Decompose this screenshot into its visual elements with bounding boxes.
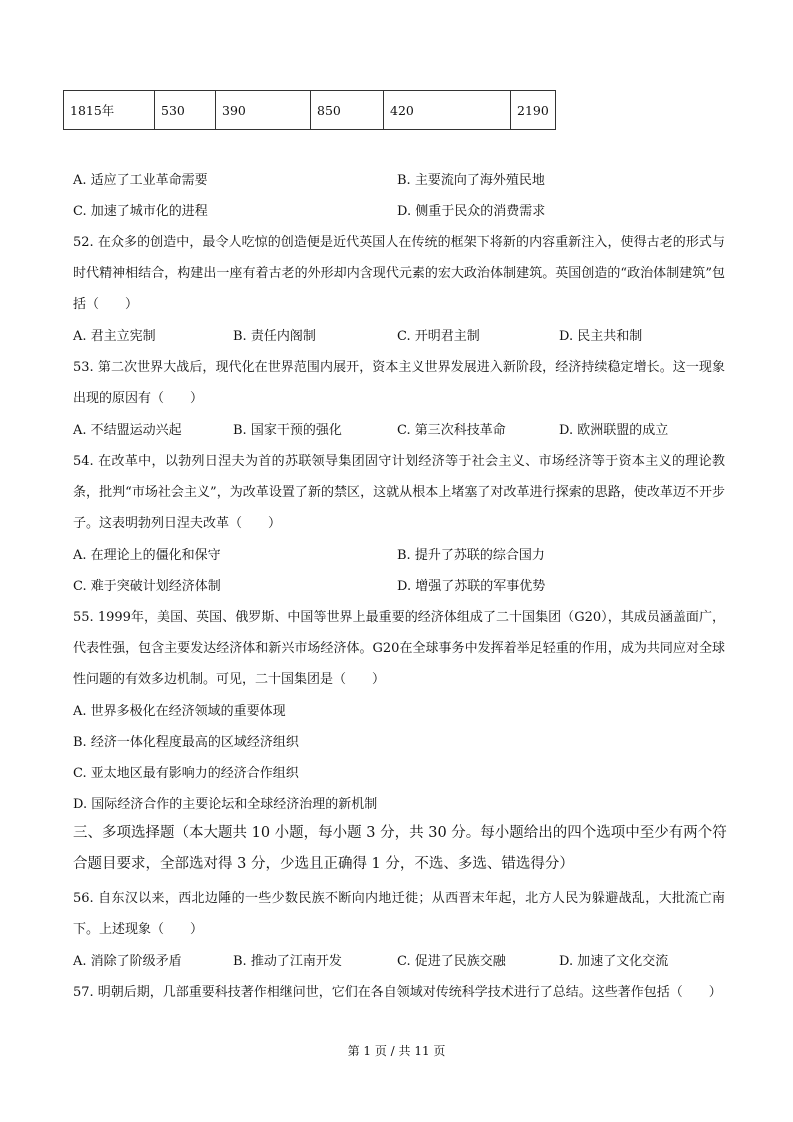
q52-option-b[interactable]: B. 责任内阁制 <box>233 329 316 344</box>
table-cell: 420 <box>384 91 511 130</box>
q53-stem: 53. 第二次世界大战后，现代化在世界范围内展开，资本主义世界发展进入新阶段，经济持续稳定增长。这一现象出现的原因有（ ） <box>73 360 725 406</box>
q54-option-c[interactable]: C. 难于突破计划经济体制 <box>73 579 221 594</box>
q51-option-c[interactable]: C. 加速了城市化的进程 <box>73 204 208 219</box>
q52-stem: 52. 在众多的创造中，最令人吃惊的创造便是近代英国人在传统的框架下将新的内容重新注入，使得古老的形式与时代精神相结合，构建出一座有着古老的外形却内含现代元素的宏大政治体制建筑。英国创造的“政治体制建筑”包括（ ） <box>73 235 725 312</box>
q55-option-c[interactable]: C. 亚太地区最有影响力的经济合作组织 <box>73 766 299 781</box>
q56-option-a[interactable]: A. 消除了阶级矛盾 <box>73 954 182 969</box>
table-cell: 2190 <box>511 91 556 130</box>
q51-options-row-1 <box>73 171 733 191</box>
q53-option-a[interactable]: A. 不结盟运动兴起 <box>73 423 182 438</box>
q52-option-a[interactable]: A. 君主立宪制 <box>73 329 156 344</box>
q54-option-d[interactable]: D. 增强了苏联的军事优势 <box>397 579 546 594</box>
q54-option-b[interactable]: B. 提升了苏联的综合国力 <box>397 548 545 563</box>
table-cell: 850 <box>311 91 384 130</box>
q55-option-d[interactable]: D. 国际经济合作的主要论坛和全球经济治理的新机制 <box>73 797 378 812</box>
q54-options-row-2 <box>73 577 733 597</box>
q55-stem: 55. 1999年，美国、英国、俄罗斯、中国等世界上最重要的经济体组成了二十国集团（G20），其成员涵盖面广，代表性强，包含主要发达经济体和新兴市场经济体。G20在全球事务中发挥着举足轻重的作用，成为共同应对全球性问题的有效多边机制。可见，二十国集团是（ ） <box>73 610 725 687</box>
q56-option-d[interactable]: D. 加速了文化交流 <box>559 954 669 969</box>
q53-option-c[interactable]: C. 第三次科技革命 <box>397 423 506 438</box>
q57-stem: 57. 明朝后期，几部重要科技著作相继问世，它们在各自领域对传统科学技术进行了总结。这些著作包括（ ） <box>73 985 722 1000</box>
q55-option-a[interactable]: A. 世界多极化在经济领域的重要体现 <box>73 704 286 719</box>
q56-stem: 56. 自东汉以来，西北边陲的一些少数民族不断向内地迁徙；从西晋末年起，北方人民为躲避战乱，大批流亡南下。上述现象（ ） <box>73 891 725 937</box>
q53-options-row <box>73 421 733 441</box>
q54-option-a[interactable]: A. 在理论上的僵化和保守 <box>73 548 221 563</box>
q53-option-b[interactable]: B. 国家干预的强化 <box>233 423 342 438</box>
q54-stem: 54. 在改革中，以勃列日涅夫为首的苏联领导集团固守计划经济等于社会主义、市场经济等于资本主义的理论教条，批判“市场社会主义”，为改革设置了新的禁区，这就从根本上堵塞了对改革进行探索的思路，使改革迈不开步子。这表明勃列日涅夫改革（ ） <box>73 454 725 531</box>
table-cell: 530 <box>155 91 216 130</box>
q52-option-c[interactable]: C. 开明君主制 <box>397 329 480 344</box>
q51-option-a[interactable]: A. 适应了工业革命需要 <box>73 173 208 188</box>
q56-option-b[interactable]: B. 推动了江南开发 <box>233 954 342 969</box>
table-cell: 390 <box>216 91 311 130</box>
q52-options-row <box>73 327 733 347</box>
q53-option-d[interactable]: D. 欧洲联盟的成立 <box>559 423 669 438</box>
table-row <box>64 91 556 130</box>
q51-option-b[interactable]: B. 主要流向了海外殖民地 <box>397 173 545 188</box>
table-cell: 1815年 <box>64 91 155 130</box>
data-table <box>63 90 556 130</box>
section-3-heading: 三、多项选择题（本大题共 10 小题，每小题 3 分，共 30 分。每小题给出的四个选项中至少有两个符合题目要求，全部选对得 3 分，少选且正确得 1 分，不选、多选、错选得分） <box>73 825 727 872</box>
q51-options-row-2 <box>73 202 733 222</box>
q55-option-b[interactable]: B. 经济一体化程度最高的区域经济组织 <box>73 735 299 750</box>
q52-option-d[interactable]: D. 民主共和制 <box>559 329 643 344</box>
page-footer: 第 1 页 / 共 11 页 <box>347 1044 446 1058</box>
q54-options-row-1 <box>73 546 733 566</box>
q56-option-c[interactable]: C. 促进了民族交融 <box>397 954 506 969</box>
q56-options-row <box>73 952 733 972</box>
q51-option-d[interactable]: D. 侧重于民众的消费需求 <box>397 204 546 219</box>
